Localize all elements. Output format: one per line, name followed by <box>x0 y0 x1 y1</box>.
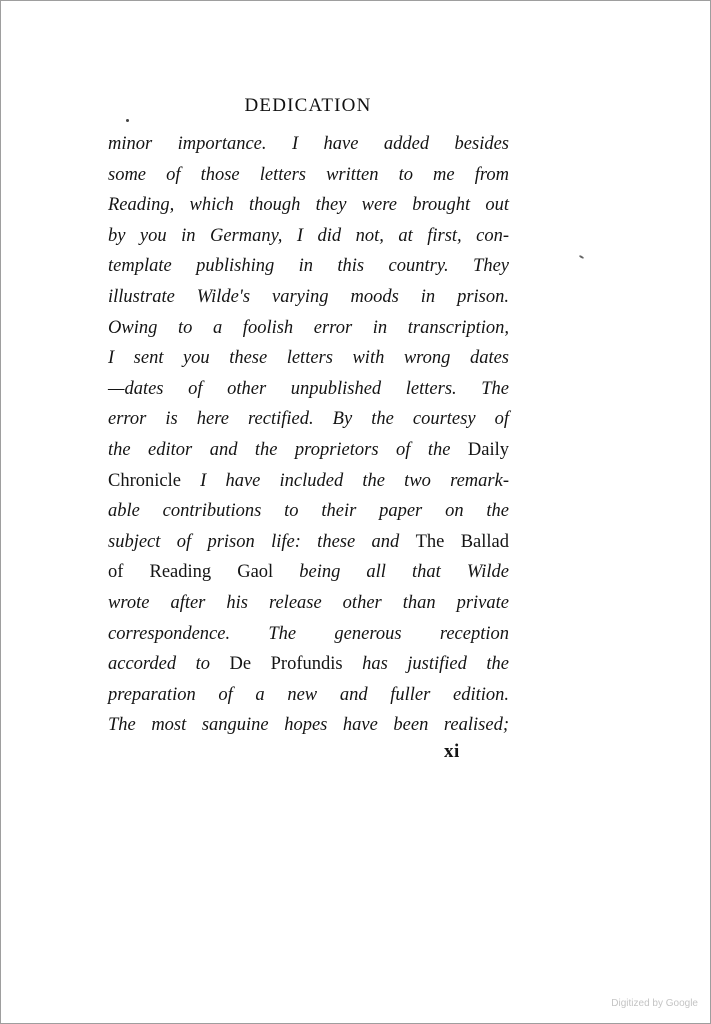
italic-text: wrote after his release other than private <box>108 592 509 613</box>
italic-text: accorded to <box>108 654 230 675</box>
text-line <box>108 435 509 466</box>
italic-text: Reading, which though they were brought out <box>108 195 509 216</box>
text-line <box>108 496 509 527</box>
italic-text: preparation of a new and fuller edition. <box>108 684 509 705</box>
italic-text: Owing to a foolish error in transcription, <box>108 317 509 338</box>
text-line <box>108 710 509 741</box>
roman-text: The Ballad <box>415 531 509 552</box>
italic-text: error is here rectified. By the courtesy of <box>108 409 509 430</box>
scan-speck <box>579 255 584 259</box>
italic-text: illustrate Wilde's varying moods in prison. <box>108 286 509 307</box>
text-line <box>108 466 509 497</box>
roman-text: Chronicle <box>108 470 181 491</box>
text-line <box>108 343 509 374</box>
text-line <box>108 619 509 650</box>
text-line <box>108 649 509 680</box>
page-number: xi <box>444 741 460 762</box>
italic-text: some of those letters written to me from <box>108 164 509 185</box>
text-line <box>108 160 509 191</box>
italic-text: being all that Wilde <box>273 562 509 583</box>
text-line <box>108 374 509 405</box>
text-line <box>108 527 509 558</box>
italic-text: —dates of other unpublished letters. The <box>108 378 509 399</box>
text-line <box>108 129 509 160</box>
italic-text: by you in Germany, I did not, at first, con- <box>108 225 509 246</box>
italic-text: minor importance. I have added besides <box>108 134 509 154</box>
digitization-watermark: Digitized by Google <box>611 998 698 1009</box>
roman-text: Daily <box>467 439 509 460</box>
italic-text: able contributions to their paper on the <box>108 501 509 522</box>
text-line <box>108 680 509 711</box>
text-line <box>108 282 509 313</box>
italic-text: correspondence. The generous reception <box>108 623 509 644</box>
running-header: DEDICATION <box>244 95 372 116</box>
italic-text: I have included the two remark- <box>180 470 509 491</box>
text-line <box>108 190 509 221</box>
text-line <box>108 404 509 435</box>
italic-text: subject of prison life: these and <box>108 531 416 552</box>
text-line <box>108 251 509 282</box>
scan-speck <box>126 119 129 122</box>
text-line <box>108 221 509 252</box>
roman-text: De Profundis <box>229 654 343 675</box>
roman-text: of Reading Gaol <box>108 562 274 583</box>
italic-text: has justified the <box>342 654 509 675</box>
italic-text: I sent you these letters with wrong dates <box>108 348 509 369</box>
text-line <box>108 313 509 344</box>
text-line <box>108 588 509 619</box>
body-text <box>108 129 509 741</box>
italic-text: The most sanguine hopes have been realised; <box>108 715 509 736</box>
text-line <box>108 557 509 588</box>
italic-text: the editor and the proprietors of the <box>108 439 468 460</box>
italic-text: template publishing in this country. They <box>108 256 509 277</box>
